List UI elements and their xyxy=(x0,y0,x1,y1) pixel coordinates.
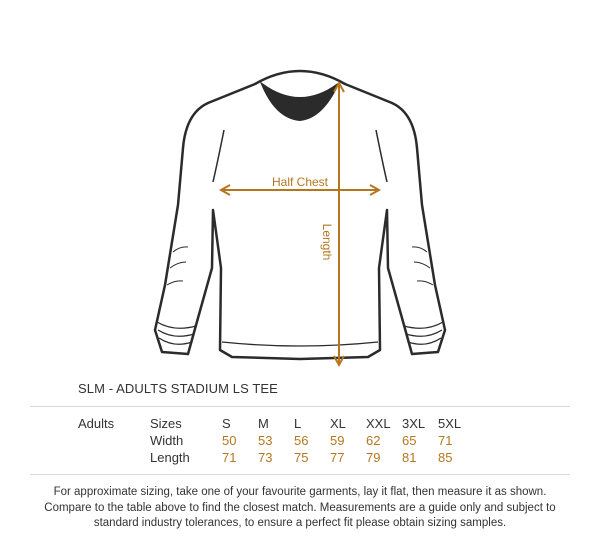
group-label: Adults xyxy=(78,416,115,431)
width-value: 56 xyxy=(294,433,309,448)
width-value: 59 xyxy=(330,433,345,448)
sizing-note-line: For approximate sizing, take one of your favourite garments, lay it flat, then measure it as shown. xyxy=(53,486,547,498)
sizing-note-line: standard industry tolerances, to ensure a perfect fit please obtain sizing samples. xyxy=(93,517,507,529)
length-label: Length xyxy=(320,223,334,261)
sizing-note xyxy=(30,485,570,532)
left-cuff xyxy=(157,322,196,344)
neck-opening xyxy=(262,84,338,120)
size-header: XL xyxy=(330,416,346,431)
row-label-sizes: Sizes xyxy=(150,416,182,431)
width-value: 65 xyxy=(402,433,417,448)
sizing-note-line: Compare to the table above to find the closest match. Measurements are a guide only and subject to xyxy=(44,501,556,514)
size-header: M xyxy=(258,416,269,431)
table-row xyxy=(78,449,474,466)
width-value: 50 xyxy=(222,433,237,448)
hem-line xyxy=(222,342,378,346)
length-value: 85 xyxy=(438,450,453,465)
size-header: 5XL xyxy=(438,416,462,431)
table-row xyxy=(78,415,474,432)
length-value: 73 xyxy=(258,450,273,465)
size-header: L xyxy=(294,416,302,431)
length-value: 79 xyxy=(366,450,381,465)
right-cuff xyxy=(404,322,443,344)
width-value: 62 xyxy=(366,433,381,448)
width-value: 71 xyxy=(438,433,453,448)
row-label-width: Width xyxy=(150,433,184,448)
size-header: XXL xyxy=(366,416,391,431)
length-value: 81 xyxy=(402,450,417,465)
length-value: 77 xyxy=(330,450,345,465)
table-row xyxy=(78,432,474,449)
size-table xyxy=(78,415,474,466)
table-top-divider xyxy=(30,406,570,407)
row-label-length: Length xyxy=(150,450,190,465)
size-header: 3XL xyxy=(402,416,426,431)
size-header: S xyxy=(222,416,231,431)
half-chest-label: Half Chest xyxy=(271,175,329,189)
length-arrow xyxy=(334,83,344,365)
table-bottom-divider xyxy=(30,474,570,475)
right-sleeve-fold xyxy=(376,130,387,182)
collar xyxy=(255,71,345,84)
product-title: SLM - ADULTS STADIUM LS TEE xyxy=(78,381,278,396)
left-sleeve-fold xyxy=(213,130,224,182)
shirt-outline xyxy=(155,84,445,359)
length-value: 71 xyxy=(222,450,237,465)
length-value: 75 xyxy=(294,450,309,465)
width-value: 53 xyxy=(258,433,273,448)
